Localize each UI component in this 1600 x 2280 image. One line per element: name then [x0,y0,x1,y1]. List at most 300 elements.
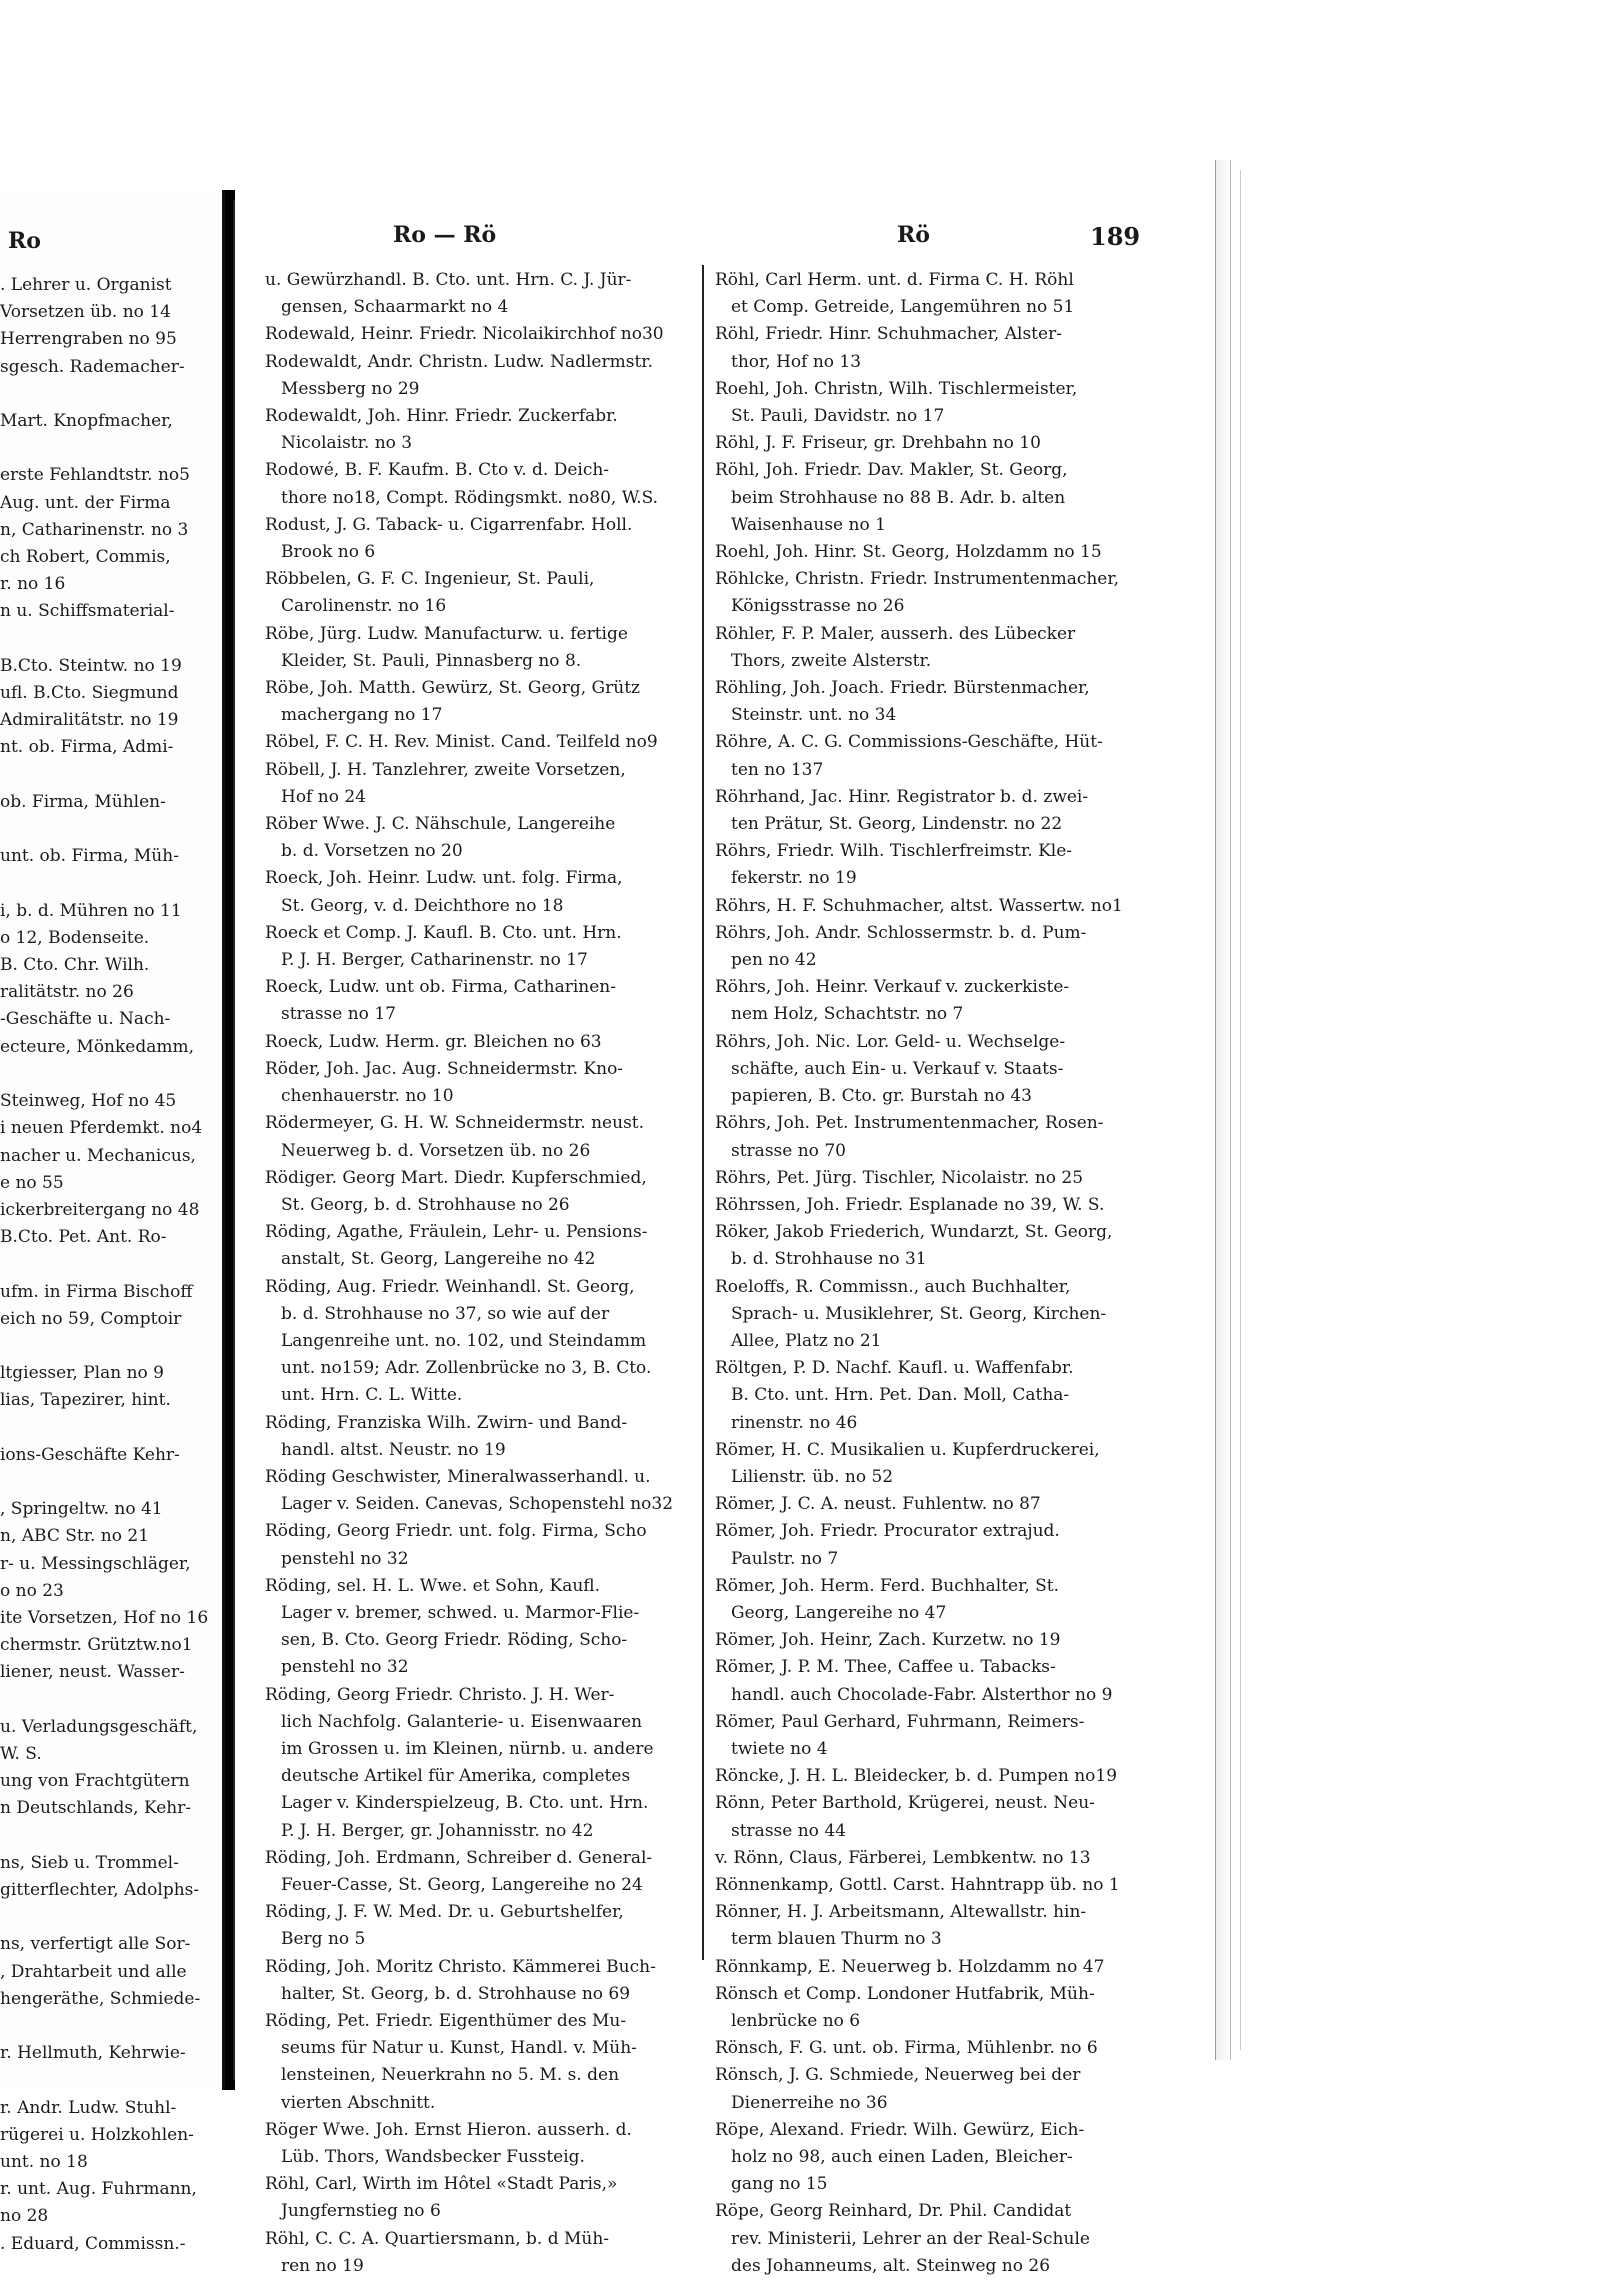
directory-entry [265,1573,690,1682]
directory-entry [265,1165,690,1219]
entry-continuation-line: lenbrücke no 6 [731,2011,861,2031]
directory-entry [715,457,1135,539]
column-divider [702,265,704,1960]
previous-page-line: no 28 [0,2206,49,2227]
previous-page-line: unt. no 18 [0,2152,88,2173]
entry-continuation-line: rev. Ministerii, Lehrer an der Real-Schule [731,2228,1090,2249]
directory-entry [715,974,1135,1028]
entry-continuation-line: penstehl no 32 [281,1657,409,1678]
entry-name-line: Römer, Joh. Heinr, Zach. Kurzetw. no 19 [715,1630,1061,1651]
entry-continuation-line: Neuerweg b. d. Vorsetzen üb. no 26 [281,1140,591,1161]
entry-continuation-line: gensen, Schaarmarkt no 4 [281,297,509,318]
entry-name-line: Röding, Georg Friedr. unt. folg. Firma, Scho [265,1521,647,1542]
entry-name-line: Röding, Joh. Moritz Christo. Kämmerei Buch- [265,1956,656,1977]
previous-page-line: nt. ob. Firma, Admi- [0,737,174,758]
previous-page-line: gitterflechter, Adolphs- [0,1879,200,1900]
directory-entry [265,566,690,620]
directory-entry [715,376,1135,430]
directory-entry [715,675,1135,729]
previous-page-line: unt. ob. Firma, Müh- [0,846,179,867]
entry-continuation-line: Paulstr. no 7 [731,1548,839,1569]
entry-name-line: Rönn, Peter Barthold, Krügerei, neust. Neu- [715,1793,1095,1814]
entry-name-line: Röltgen, P. D. Nachf. Kaufl. u. Waffenfabr. [715,1358,1074,1379]
entry-name-line: Röhrs, H. F. Schuhmacher, altst. Wassertw. no1 [715,895,1123,916]
entry-continuation-line: Nicolaistr. no 3 [281,433,413,454]
previous-page-line: ung von Frachtgütern [0,1771,190,1792]
previous-page-line: i, b. d. Mühren no 11 [0,900,182,921]
entry-continuation-line: anstalt, St. Georg, Langereihe no 42 [281,1249,596,1270]
entry-name-line: Röhl, Joh. Friedr. Dav. Makler, St. Georg, [715,460,1068,481]
directory-entry [715,1954,1135,1981]
directory-entry [265,1056,690,1110]
entry-continuation-line: St. Pauli, Davidstr. no 17 [731,406,945,427]
entry-name-line: Römer, Joh. Friedr. Procurator extrajud. [715,1521,1060,1542]
entry-name-line: Röhrssen, Joh. Friedr. Esplanade no 39, W. S. [715,1194,1105,1215]
previous-page-line: o no 23 [0,1580,64,1601]
directory-entry [715,539,1135,566]
entry-name-line: Roehl, Joh. Christn, Wilh. Tischlermeister, [715,378,1078,399]
entry-name-line: Röker, Jakob Friederich, Wundarzt, St. Georg, [715,1222,1113,1243]
entry-name-line: Rönsch, F. G. unt. ob. Firma, Mühlenbr. no 6 [715,2038,1098,2059]
entry-continuation-line: papieren, B. Cto. gr. Burstah no 43 [731,1086,1033,1107]
entry-continuation-line: thore no18, Compt. Rödingsmkt. no80, W.S. [281,487,659,508]
entry-name-line: Röhrs, Joh. Pet. Instrumentenmacher, Rosen- [715,1113,1104,1134]
entry-continuation-line: Messberg no 29 [281,378,420,399]
directory-entry [715,1165,1135,1192]
entry-name-line: Roeck et Comp. J. Kaufl. B. Cto. unt. Hrn. [265,922,622,943]
previous-page-line: B. Cto. Chr. Wilh. [0,955,150,976]
entry-continuation-line: beim Strohhause no 88 B. Adr. b. alten [731,487,1066,508]
directory-entry [715,1110,1135,1164]
directory-entry [715,1763,1135,1790]
directory-column-left [265,267,690,2280]
entry-name-line: Röhrs, Joh. Andr. Schlossermstr. b. d. Pum- [715,922,1087,943]
directory-entry [715,1219,1135,1273]
directory-entry [265,729,690,756]
directory-entry [715,2117,1135,2199]
previous-page-line: r. no 16 [0,574,66,595]
entry-continuation-line: lich Nachfolg. Galanterie- u. Eisenwaaren [281,1711,643,1732]
previous-page-line: B.Cto. Steintw. no 19 [0,655,182,676]
entry-name-line: Röber Wwe. J. C. Nähschule, Langereihe [265,814,616,835]
entry-continuation-line: thor, Hof no 13 [731,351,862,372]
entry-name-line: Röhrs, Joh. Heinr. Verkauf v. zuckerkiste- [715,977,1070,998]
entry-continuation-line: St. Georg, b. d. Strohhause no 26 [281,1194,570,1215]
previous-page-line [0,1251,222,1278]
page-edge [1215,160,1231,2060]
previous-page-line: chermstr. Grütztw.no1 [0,1635,193,1656]
entry-name-line: Röger Wwe. Joh. Ernst Hieron. ausserh. d. [265,2119,632,2140]
entry-name-line: Röding Geschwister, Mineralwasserhandl. u. [265,1466,651,1487]
previous-page-line [0,381,222,408]
entry-continuation-line: chenhauerstr. no 10 [281,1086,454,1107]
entry-continuation-line: vierten Abschnitt. [281,2092,436,2113]
previous-page-line [0,1823,222,1850]
entry-continuation-line: Jungfernstieg no 6 [281,2201,441,2222]
directory-entry [265,974,690,1028]
entry-name-line: Rönnkamp, E. Neuerweg b. Holzdamm no 47 [715,1956,1105,1977]
directory-entry [715,1872,1135,1899]
directory-entry [265,757,690,811]
entry-continuation-line: nem Holz, Schachtstr. no 7 [731,1004,964,1025]
previous-page-line: ions-Geschäfte Kehr- [0,1444,180,1465]
entry-name-line: Röder, Joh. Jac. Aug. Schneidermstr. Kno- [265,1058,624,1079]
directory-entry [715,2062,1135,2116]
entry-name-line: Roeck, Joh. Heinr. Ludw. unt. folg. Firma, [265,868,623,889]
entry-name-line: Röding, Joh. Erdmann, Schreiber d. General- [265,1847,653,1868]
directory-entry [715,1437,1135,1491]
directory-entry [715,1274,1135,1356]
directory-entry [715,1709,1135,1763]
entry-name-line: Röbe, Joh. Matth. Gewürz, St. Georg, Grütz [265,678,641,699]
directory-entry [715,1355,1135,1437]
directory-entry [715,838,1135,892]
entry-name-line: Rodust, J. G. Taback- u. Cigarrenfabr. Holl. [265,514,633,535]
entry-name-line: Römer, J. P. M. Thee, Caffee u. Tabacks- [715,1657,1056,1678]
previous-page-line: ns, verfertigt alle Sor- [0,1934,191,1955]
directory-entry [265,321,690,348]
entry-name-line: Rodewaldt, Joh. Hinr. Friedr. Zuckerfabr. [265,406,618,427]
previous-page-line: r- u. Messingschläger, [0,1553,191,1574]
entry-continuation-line: gang no 15 [731,2174,828,2195]
entry-name-line: Roehl, Joh. Hinr. St. Georg, Holzdamm no 15 [715,542,1102,563]
directory-entry [715,566,1135,620]
directory-entry [265,1029,690,1056]
previous-page-line: Herrengraben no 95 [0,329,177,350]
entry-name-line: Röhl, Friedr. Hinr. Schuhmacher, Alster- [715,324,1062,345]
entry-continuation-line: Carolinenstr. no 16 [281,596,447,617]
entry-name-line: Röhling, Joh. Joach. Friedr. Bürstenmacher, [715,678,1090,699]
entry-name-line: Röding, Franziska Wilh. Zwirn- und Band- [265,1412,628,1433]
entry-continuation-line: Georg, Langereihe no 47 [731,1602,947,1623]
entry-continuation-line: halter, St. Georg, b. d. Strohhause no 69 [281,1983,631,2004]
previous-page-line: i neuen Pferdemkt. no4 [0,1118,203,1139]
previous-page-line: -Geschäfte u. Nach- [0,1009,171,1030]
previous-page-line: liener, neust. Wasser- [0,1662,185,1683]
previous-page-line [0,1469,222,1496]
previous-page-line: u. Verladungsgeschäft, [0,1716,198,1737]
entry-continuation-line: machergang no 17 [281,705,443,726]
entry-name-line: Rodewaldt, Andr. Christn. Ludw. Nadlermstr. [265,351,653,372]
entry-name-line: Roeloffs, R. Commissn., auch Buchhalter, [715,1276,1071,1297]
directory-entry [265,512,690,566]
previous-page-line: Vorsetzen üb. no 14 [0,302,171,323]
entry-name-line: Röbell, J. H. Tanzlehrer, zweite Vorsetzen, [265,759,626,780]
previous-page-line: n, Catharinenstr. no 3 [0,519,189,540]
entry-continuation-line: penstehl no 32 [281,1548,409,1569]
directory-entry [265,1219,690,1273]
previous-page-line [0,626,222,653]
entry-continuation-line: ten Prätur, St. Georg, Lindenstr. no 22 [731,814,1063,835]
directory-entry [265,1899,690,1953]
previous-page-line: o 12, Bodenseite. [0,927,150,948]
entry-continuation-line: b. d. Strohhause no 37, so wie auf der [281,1303,610,1324]
previous-page-line: Admiralitätstr. no 19 [0,710,179,731]
entry-continuation-line: et Comp. Getreide, Langemühren no 51 [731,297,1075,318]
entry-name-line: Röding, J. F. W. Med. Dr. u. Geburtshelfer, [265,1902,624,1923]
entry-continuation-line: strasse no 17 [281,1004,396,1025]
entry-name-line: Rodewald, Heinr. Friedr. Nicolaikirchhof no30 [265,324,664,345]
previous-page-fragment [0,190,225,2254]
directory-entry [715,1029,1135,1111]
entry-name-line: Rödermeyer, G. H. W. Schneidermstr. neust. [265,1113,645,1134]
entry-continuation-line: P. J. H. Berger, Catharinenstr. no 17 [281,950,588,971]
directory-entry [265,2008,690,2117]
page-number: 189 [1090,222,1141,251]
entry-name-line: Röbe, Jürg. Ludw. Manufacturw. u. fertige [265,623,628,644]
entry-name-line: Rodowé, B. F. Kaufm. B. Cto v. d. Deich- [265,460,610,481]
entry-continuation-line: term blauen Thurm no 3 [731,1929,942,1950]
previous-page-line [0,2013,222,2040]
entry-continuation-line: Lüb. Thors, Wandsbecker Fussteig. [281,2147,585,2168]
directory-entry [265,1845,690,1899]
directory-entry [715,1192,1135,1219]
entry-name-line: Röhl, Carl, Wirth im Hôtel «Stadt Paris,» [265,2174,618,2195]
entry-continuation-line: b. d. Vorsetzen no 20 [281,841,463,862]
previous-page-line [0,435,222,462]
entry-continuation-line: Kleider, St. Pauli, Pinnasberg no 8. [281,650,582,671]
entry-name-line: Röhrs, Joh. Nic. Lor. Geld- u. Wechselge- [715,1031,1066,1052]
entry-name-line: Röding, Agathe, Fräulein, Lehr- u. Pensions- [265,1222,648,1243]
directory-entry [715,621,1135,675]
previous-page-line: ch Robert, Commis, [0,547,171,568]
entry-name-line: Röhrhand, Jac. Hinr. Registrator b. d. zwei- [715,786,1089,807]
previous-page-line: nacher u. Mechanicus, [0,1145,196,1166]
entry-continuation-line: im Grossen u. im Kleinen, nürnb. u. andere [281,1738,654,1759]
entry-name-line: Röhre, A. C. G. Commissions-Geschäfte, Hüt- [715,732,1103,753]
entry-continuation-line: P. J. H. Berger, gr. Johannisstr. no 42 [281,1820,594,1841]
entry-name-line: Röhler, F. P. Maler, ausserh. des Lübecker [715,623,1076,644]
entry-name-line: Röhl, J. F. Friseur, gr. Drehbahn no 10 [715,433,1041,454]
previous-page-line: Mart. Knopfmacher, [0,411,173,432]
entry-continuation-line: seums für Natur u. Kunst, Handl. v. Müh- [281,2038,637,2059]
entry-continuation-line: strasse no 44 [731,1820,846,1841]
previous-page-line: W. S. [0,1743,42,1764]
previous-page-line [0,1415,222,1442]
previous-page-line [0,1061,222,1088]
previous-page-line: erste Fehlandtstr. no5 [0,465,190,486]
directory-entry [715,920,1135,974]
entry-continuation-line: twiete no 4 [731,1738,828,1759]
directory-entry [715,1518,1135,1572]
entry-continuation-line: fekerstr. no 19 [731,868,857,889]
entry-name-line: Röhrs, Pet. Jürg. Tischler, Nicolaistr. no 25 [715,1167,1084,1188]
previous-page-line: ufm. in Firma Bischoff [0,1281,193,1302]
directory-entry [265,1274,690,1410]
previous-page-line: ufl. B.Cto. Siegmund [0,683,179,704]
previous-page-line: n Deutschlands, Kehr- [0,1798,192,1819]
entry-name-line: Röhl, Carl Herm. unt. d. Firma C. H. Röhl [715,270,1074,290]
directory-entry [265,1518,690,1572]
entry-name-line: Rönner, H. J. Arbeitsmann, Altewallstr. hin- [715,1902,1087,1923]
previous-page-line: ltgiesser, Plan no 9 [0,1363,164,1384]
entry-name-line: Röding, Pet. Friedr. Eigenthümer des Mu- [265,2011,627,2031]
previous-page-line: B.Cto. Pet. Ant. Ro- [0,1227,167,1248]
entry-continuation-line: ten no 137 [731,759,824,780]
entry-continuation-line: Langenreihe unt. no. 102, und Steindamm [281,1330,647,1351]
directory-entry [265,675,690,729]
directory-entry [715,430,1135,457]
entry-continuation-line: Königsstrasse no 26 [731,596,905,617]
entry-continuation-line: B. Cto. unt. Hrn. Pet. Dan. Moll, Catha- [731,1385,1070,1406]
directory-entry [715,267,1135,321]
running-header-center: Ro — Rö [393,222,497,248]
entry-continuation-line: Lilienstr. üb. no 52 [731,1466,894,1487]
previous-page-line: hengeräthe, Schmiede- [0,1988,201,2009]
directory-entry [265,2171,690,2225]
directory-entry [265,621,690,675]
entry-continuation-line: handl. altst. Neustr. no 19 [281,1439,506,1460]
entry-continuation-line: b. d. Strohhause no 31 [731,1249,927,1270]
directory-entry [265,811,690,865]
directory-entry [715,784,1135,838]
entry-name-line: Röpe, Georg Reinhard, Dr. Phil. Candidat [715,2201,1072,2222]
entry-continuation-line: handl. auch Chocolade-Fabr. Alsterthor no 9 [731,1684,1113,1705]
entry-name-line: Röncke, J. H. L. Bleidecker, b. d. Pumpen no19 [715,1766,1118,1787]
previous-page-line: n, ABC Str. no 21 [0,1526,150,1547]
entry-continuation-line: schäfte, auch Ein- u. Verkauf v. Staats- [731,1058,1064,1079]
entry-name-line: Röbel, F. C. H. Rev. Minist. Cand. Teilfeld no9 [265,732,658,753]
previous-page-line: n u. Schiffsmaterial- [0,601,175,622]
entry-name-line: Röhrs, Friedr. Wilh. Tischlerfreimstr. Kle- [715,841,1073,862]
previous-page-line: Steinweg, Hof no 45 [0,1091,177,1112]
entry-name-line: Römer, H. C. Musikalien u. Kupferdruckerei, [715,1439,1100,1460]
entry-name-line: Röbbelen, G. F. C. Ingenieur, St. Pauli, [265,569,595,590]
previous-page-line: r. unt. Aug. Fuhrmann, [0,2179,197,2200]
entry-name-line: Römer, Joh. Herm. Ferd. Buchhalter, St. [715,1575,1060,1596]
entry-continuation-line: des Johanneums, alt. Steinweg no 26 [731,2255,1051,2276]
previous-page-header: Ro [8,228,41,254]
directory-entry [265,865,690,919]
previous-page-line [0,870,222,897]
directory-entry [265,2226,690,2280]
directory-entry [715,1845,1135,1872]
directory-entry [715,1981,1135,2035]
directory-entry [265,2117,690,2171]
entry-name-line: Röhl, C. C. A. Quartiersmann, b. d Müh- [265,2228,610,2249]
previous-page-line: . Lehrer u. Organist [0,275,172,295]
entry-continuation-line: Brook no 6 [281,542,376,563]
entry-name-line: Rönsch et Comp. Londoner Hutfabrik, Müh- [715,1983,1095,2004]
entry-continuation-line: Thors, zweite Alsterstr. [731,650,932,671]
previous-page-line: rügerei u. Holzkohlen- [0,2124,194,2145]
directory-entry [715,1654,1135,1708]
previous-page-line: r. Andr. Ludw. Stuhl- [0,2097,177,2118]
previous-page-line: lias, Tapezirer, hint. [0,1390,171,1411]
previous-page-line: eich no 59, Comptoir [0,1308,182,1329]
previous-page-line: , Springeltw. no 41 [0,1499,163,1520]
entry-continuation-line: unt. no159; Adr. Zollenbrücke no 3, B. Cto. [281,1358,652,1379]
directory-entry [265,1954,690,2008]
directory-entry [715,1491,1135,1518]
previous-page-line: ite Vorsetzen, Hof no 16 [0,1607,209,1628]
previous-page-line: , Drahtarbeit und alle [0,1961,187,1982]
previous-page-line [0,762,222,789]
entry-name-line: Röpe, Alexand. Friedr. Wilh. Gewürz, Eich- [715,2119,1085,2140]
directory-entry [715,321,1135,375]
directory-entry [265,267,690,321]
entry-continuation-line: Allee, Platz no 21 [731,1330,882,1351]
entry-continuation-line: Feuer-Casse, St. Georg, Langereihe no 24 [281,1874,643,1895]
entry-continuation-line: Dienerreihe no 36 [731,2092,888,2113]
directory-entry [265,403,690,457]
entry-name-line: Roeck, Ludw. Herm. gr. Bleichen no 63 [265,1031,602,1052]
directory-entry [265,457,690,511]
entry-continuation-line: Lager v. Kinderspielzeug, B. Cto. unt. Hrn. [281,1793,649,1814]
previous-page-line: ob. Firma, Mühlen- [0,791,166,812]
previous-page-line: ickerbreitergang no 48 [0,1199,200,1220]
previous-page-line [0,1333,222,1360]
previous-page-line: ralitätstr. no 26 [0,982,134,1003]
entry-name-line: Röding, Georg Friedr. Christo. J. H. Wer- [265,1684,615,1705]
previous-page-line: e no 55 [0,1172,64,1193]
entry-continuation-line: strasse no 70 [731,1140,846,1161]
entry-continuation-line: Lager v. Seiden. Canevas, Schopenstehl no32 [281,1494,674,1515]
previous-page-line: ecteure, Mönkedamm, [0,1036,195,1057]
directory-entry [265,920,690,974]
directory-entry [265,1110,690,1164]
directory-entry [715,2198,1135,2280]
entry-name-line: u. Gewürzhandl. B. Cto. unt. Hrn. C. J. Jür- [265,270,632,290]
directory-entry [715,1573,1135,1627]
directory-entry [715,1790,1135,1844]
entry-name-line: Roeck, Ludw. unt ob. Firma, Catharinen- [265,977,616,998]
entry-name-line: Rönnenkamp, Gottl. Carst. Hahntrapp üb. no 1 [715,1874,1120,1895]
previous-page-text [0,272,222,2258]
previous-page-line [0,1904,222,1931]
entry-name-line: Rönsch, J. G. Schmiede, Neuerweg bei der [715,2065,1081,2086]
entry-continuation-line: Steinstr. unt. no 34 [731,705,897,726]
directory-entry [715,1627,1135,1654]
entry-continuation-line: Waisenhause no 1 [731,514,886,535]
entry-continuation-line: Berg no 5 [281,1929,366,1950]
entry-continuation-line: unt. Hrn. C. L. Witte. [281,1385,463,1406]
previous-page-line [0,816,222,843]
page-edge-inner [1240,170,1251,2050]
previous-page-line: r. Hellmuth, Kehrwie- [0,2043,186,2064]
entry-continuation-line: holz no 98, auch einen Laden, Bleicher- [731,2147,1073,2168]
previous-page-line: . Eduard, Commissn.- [0,2233,186,2254]
entry-continuation-line: pen no 42 [731,950,817,971]
entry-name-line: Röhlcke, Christn. Friedr. Instrumentenmacher, [715,569,1120,590]
directory-column-right [715,267,1135,2280]
entry-continuation-line: deutsche Artikel für Amerika, completes [281,1766,631,1787]
directory-entry [265,1410,690,1464]
previous-page-line: sgesch. Rademacher- [0,356,185,377]
previous-page-line [0,1687,222,1714]
entry-name-line: v. Rönn, Claus, Färberei, Lembkentw. no 13 [715,1847,1091,1868]
entry-continuation-line: Hof no 24 [281,786,366,807]
directory-entry [715,893,1135,920]
entry-name-line: Röding, Aug. Friedr. Weinhandl. St. Georg, [265,1276,635,1297]
previous-page-line [0,2067,222,2094]
entry-name-line: Römer, J. C. A. neust. Fuhlentw. no 87 [715,1494,1041,1515]
entry-name-line: Röding, sel. H. L. Wwe. et Sohn, Kaufl. [265,1575,601,1596]
previous-page-line: Aug. unt. der Firma [0,492,171,513]
directory-entry [715,729,1135,783]
entry-continuation-line: Sprach- u. Musiklehrer, St. Georg, Kirchen- [731,1303,1107,1324]
entry-continuation-line: ren no 19 [281,2255,364,2276]
entry-continuation-line: sen, B. Cto. Georg Friedr. Röding, Scho- [281,1630,628,1651]
entry-continuation-line: Lager v. bremer, schwed. u. Marmor-Flie- [281,1602,640,1623]
directory-entry [265,1464,690,1518]
directory-entry [265,1682,690,1845]
running-header-right: Rö [897,222,930,248]
entry-continuation-line: St. Georg, v. d. Deichthore no 18 [281,895,564,916]
directory-entry [715,1899,1135,1953]
entry-name-line: Römer, Paul Gerhard, Fuhrmann, Reimers- [715,1711,1085,1732]
entry-continuation-line: lensteinen, Neuerkrahn no 5. M. s. den [281,2065,620,2086]
